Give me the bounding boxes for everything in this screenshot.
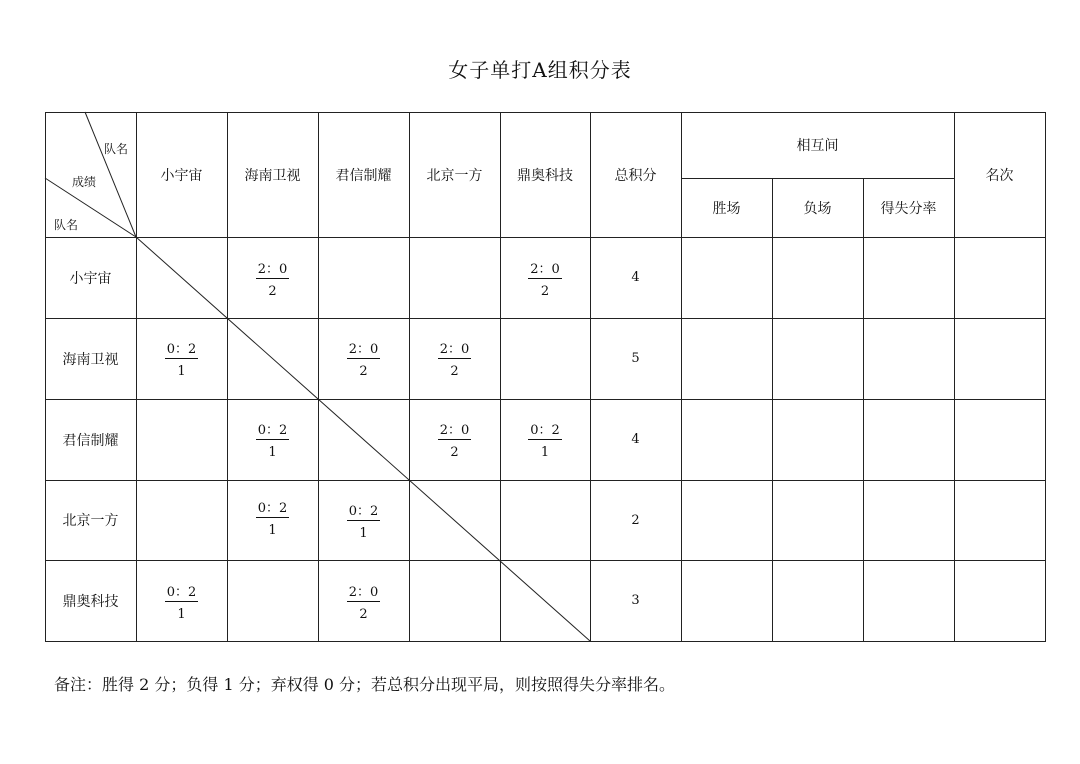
match-points: 1 xyxy=(268,523,277,538)
col-header-4: 北京一方 xyxy=(426,167,483,184)
set-score: 0：2 xyxy=(257,423,288,438)
rank-header: 名次 xyxy=(985,167,1014,184)
match-points: 2 xyxy=(450,364,459,379)
set-score: 0：2 xyxy=(530,423,560,438)
set-score: 0：2 xyxy=(166,342,197,357)
match-points: 1 xyxy=(177,364,186,379)
corner-label-team-top: 队名 xyxy=(104,142,129,156)
mutual-wins-header: 胜场 xyxy=(712,200,741,217)
corner-label-team-left: 队名 xyxy=(54,218,79,232)
col-header-3: 君信制耀 xyxy=(335,167,392,184)
match-points: 2 xyxy=(540,284,550,299)
set-score: 2：0 xyxy=(530,262,560,277)
row-header-3: 君信制耀 xyxy=(62,432,119,449)
set-score: 0：2 xyxy=(166,585,197,600)
match-score xyxy=(500,422,590,461)
total-header: 总积分 xyxy=(614,167,657,184)
match-points: 2 xyxy=(359,607,368,622)
match-score xyxy=(409,341,500,380)
total-points: 4 xyxy=(631,270,640,285)
match-score xyxy=(409,422,500,461)
match-score xyxy=(227,500,318,539)
mutual-losses-header: 负场 xyxy=(803,200,832,217)
mutual-header: 相互间 xyxy=(796,138,839,154)
col-header-5: 鼎奥科技 xyxy=(517,167,573,184)
row-header-1: 小宇宙 xyxy=(69,270,112,287)
set-score: 2：0 xyxy=(439,423,470,438)
match-points: 1 xyxy=(177,607,186,622)
set-score: 2：0 xyxy=(439,342,470,357)
match-score xyxy=(227,261,318,300)
col-header-1: 小宇宙 xyxy=(160,167,203,184)
match-score xyxy=(500,261,590,300)
set-score: 2：0 xyxy=(257,262,288,277)
set-score: 2：0 xyxy=(348,342,379,357)
match-points: 1 xyxy=(359,526,368,541)
match-score xyxy=(318,341,409,380)
corner-label-score: 成绩 xyxy=(72,175,97,189)
col-header-2: 海南卫视 xyxy=(244,167,301,184)
set-score: 0：2 xyxy=(348,504,379,519)
match-points: 2 xyxy=(450,445,459,460)
row-header-5: 鼎奥科技 xyxy=(62,593,119,610)
match-points: 2 xyxy=(268,284,277,299)
total-points: 4 xyxy=(631,432,640,447)
match-score xyxy=(136,341,227,380)
row-header-2: 海南卫视 xyxy=(62,351,119,368)
page-title: 女子单打A组积分表 xyxy=(448,58,632,82)
set-score: 0：2 xyxy=(257,501,288,516)
match-points: 2 xyxy=(359,364,368,379)
match-points: 1 xyxy=(540,445,550,460)
total-points: 5 xyxy=(631,351,640,366)
match-score xyxy=(227,422,318,461)
mutual-ratio-header: 得失分率 xyxy=(880,200,937,217)
match-score xyxy=(318,503,409,542)
row-header-4: 北京一方 xyxy=(62,513,119,529)
match-score xyxy=(136,584,227,623)
footnote: 备注：胜得 2 分；负得 1 分；弃权得 0 分；若总积分出现平局，则按照得失分率排名。 xyxy=(54,675,676,694)
set-score: 2：0 xyxy=(348,585,379,600)
match-score xyxy=(318,584,409,623)
total-points: 2 xyxy=(631,512,640,528)
match-points: 1 xyxy=(268,445,277,460)
total-points: 3 xyxy=(631,593,640,608)
